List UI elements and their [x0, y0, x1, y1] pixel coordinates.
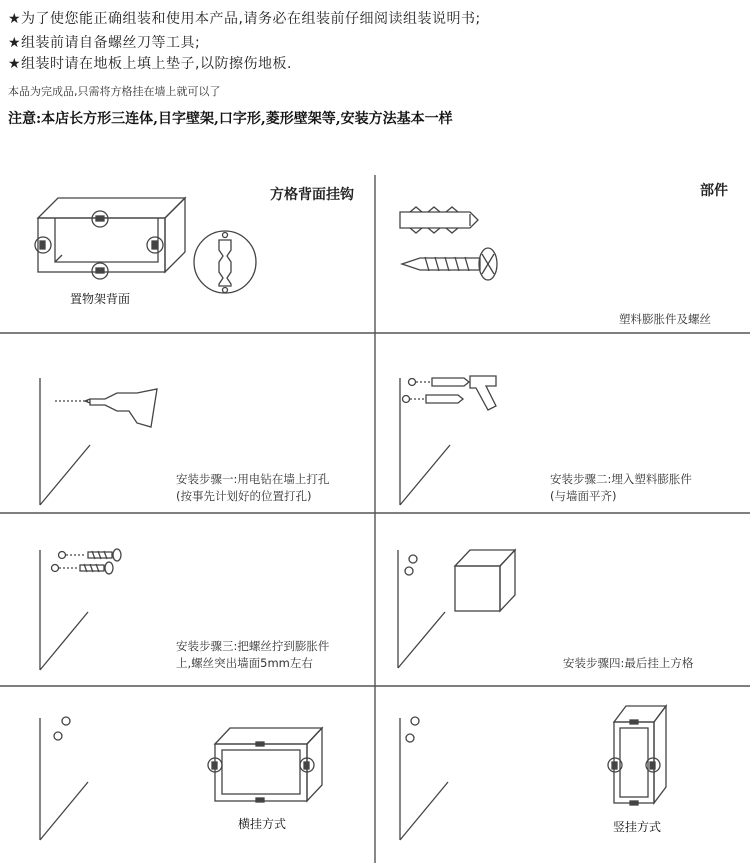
step1-caption-2: (按事先计划好的位置打孔): [176, 489, 312, 503]
horizontal-box-drawing: [208, 728, 322, 802]
anchors-insert-drawing: [403, 376, 497, 410]
step4-wall: [398, 550, 445, 668]
horizontal-wall: [40, 717, 88, 840]
intro-line-2: ★组装前请自备螺丝刀等工具;: [8, 35, 201, 51]
vertical-wall: [400, 717, 448, 840]
step4-caption: 安装步骤四:最后挂上方格: [563, 656, 694, 670]
intro-line-3: ★组装时请在地板上填上垫子,以防擦伤地板.: [8, 56, 292, 72]
parts-title: 部件: [700, 183, 728, 199]
step3-caption-2: 上,螺丝突出墙面5mm左右: [176, 656, 313, 670]
step2-caption-1: 安装步骤二:埋入塑料膨胀件: [550, 472, 692, 486]
screws-drive-drawing: [52, 549, 122, 574]
anchor-drawing: [400, 207, 478, 233]
back-hook-title: 方格背面挂钩: [270, 187, 354, 203]
hook-detail-drawing: [194, 231, 256, 293]
parts-caption: 塑料膨胀件及螺丝: [619, 312, 711, 326]
step4-screws: [405, 555, 417, 575]
intro-line-1: ★为了使您能正确组装和使用本产品,请务必在组装前仔细阅读组装说明书;: [8, 11, 481, 27]
vertical-box-drawing: [608, 706, 666, 805]
panel-grid: [0, 175, 750, 863]
notice-text: 注意:本店长方形三连体,目字壁架,口字形,菱形壁架等,安装方法基本一样: [8, 111, 453, 127]
drill-drawing: [55, 389, 157, 427]
step2-wall: [400, 378, 450, 505]
step1-wall: [40, 378, 90, 505]
horizontal-label: 横挂方式: [238, 817, 287, 831]
screw-drawing: [402, 248, 497, 280]
square-box-drawing: [455, 550, 515, 611]
step2-caption-2: (与墙面平齐): [550, 489, 617, 503]
step3-caption-1: 安装步骤三:把螺丝拧到膨胀件: [176, 639, 330, 653]
step1-caption-1: 安装步骤一:用电钻在墙上打孔: [176, 472, 330, 486]
shelf-back-label: 置物架背面: [70, 292, 131, 306]
vertical-label: 竖挂方式: [613, 820, 662, 834]
shelf-back-drawing: [35, 198, 185, 279]
small-note: 本品为完成品,只需将方格挂在墙上就可以了: [8, 85, 221, 98]
